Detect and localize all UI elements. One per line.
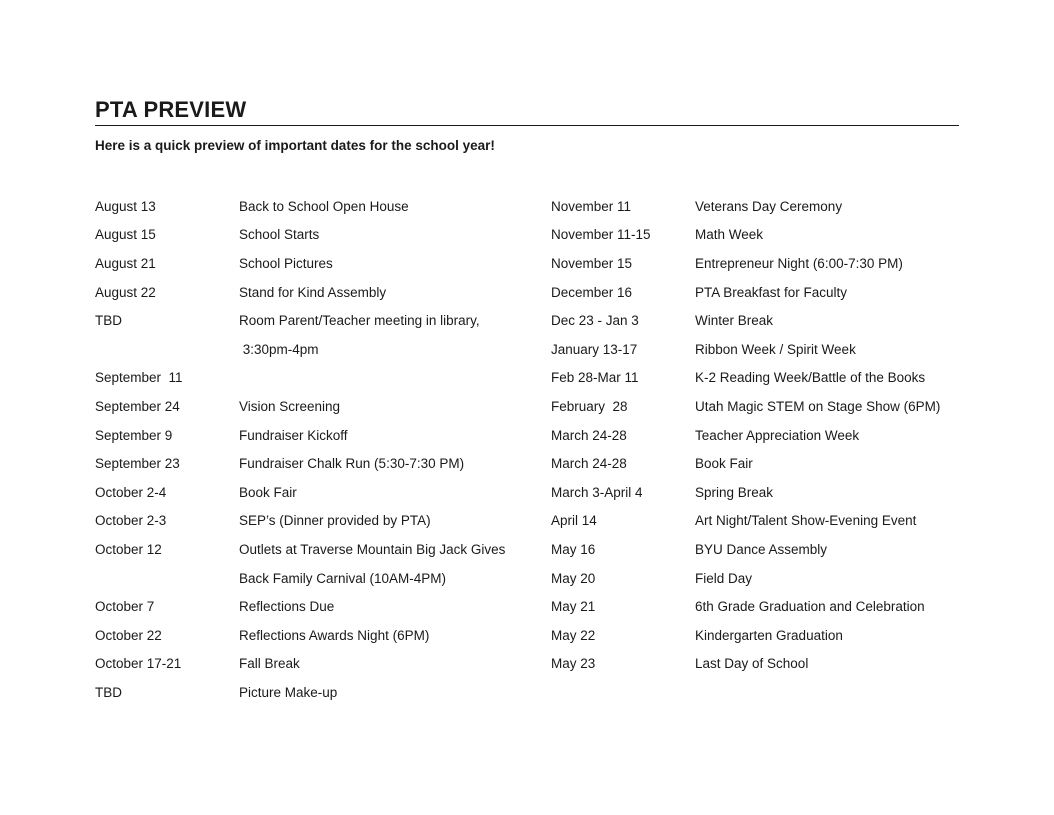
date-row <box>551 306 959 335</box>
date-row <box>95 392 535 421</box>
date-row <box>95 507 535 536</box>
date-row <box>551 621 959 650</box>
date-row <box>95 564 535 593</box>
event-date: May 20 <box>551 570 596 586</box>
event-description: School Pictures <box>239 255 333 271</box>
event-date: October 2-3 <box>95 513 167 529</box>
event-date: March 24-28 <box>551 456 627 472</box>
event-date: October 12 <box>95 541 162 557</box>
event-date: November 11 <box>551 198 632 214</box>
left-date-column <box>95 192 535 707</box>
event-description: Room Parent/Teacher meeting in library, <box>239 313 480 329</box>
event-date: April 14 <box>551 513 597 529</box>
event-date: TBD <box>95 313 122 329</box>
date-row <box>95 335 535 364</box>
date-row <box>551 564 959 593</box>
event-description: Last Day of School <box>695 656 809 672</box>
event-date: November 15 <box>551 255 633 271</box>
date-row <box>551 478 959 507</box>
event-description: Book Fair <box>695 456 753 472</box>
event-description: Back Family Carnival (10AM-4PM) <box>239 570 447 586</box>
event-date: August 13 <box>95 198 156 214</box>
date-row <box>95 278 535 307</box>
event-description: Spring Break <box>695 484 774 500</box>
date-row <box>551 192 959 221</box>
event-description: Book Fair <box>239 484 297 500</box>
date-row <box>95 621 535 650</box>
event-description: SEP’s (Dinner provided by PTA) <box>239 513 431 529</box>
event-description: Field Day <box>695 570 753 586</box>
date-row <box>95 306 535 335</box>
event-description: Picture Make-up <box>239 684 338 700</box>
date-row <box>95 249 535 278</box>
event-description: Art Night/Talent Show-Evening Event <box>695 513 917 529</box>
date-row <box>551 249 959 278</box>
date-row <box>95 535 535 564</box>
date-row <box>95 678 535 707</box>
event-description: Fundraiser Chalk Run (5:30-7:30 PM) <box>239 456 465 472</box>
event-description: Reflections Due <box>239 599 335 615</box>
right-date-column <box>551 192 959 678</box>
date-row <box>95 478 535 507</box>
event-date: October 22 <box>95 627 162 643</box>
event-description: Teacher Appreciation Week <box>695 427 860 443</box>
event-date: Dec 23 - Jan 3 <box>551 313 639 329</box>
date-row <box>551 449 959 478</box>
event-description: PTA Breakfast for Faculty <box>695 284 848 300</box>
event-date: August 22 <box>95 284 156 300</box>
date-row <box>551 535 959 564</box>
event-date: August 15 <box>95 227 156 243</box>
event-date: March 3-April 4 <box>551 484 643 500</box>
event-description: School Starts <box>239 227 320 243</box>
event-date: September 9 <box>95 427 173 443</box>
event-description: Stand for Kind Assembly <box>239 284 387 300</box>
date-row <box>95 221 535 250</box>
date-row <box>551 221 959 250</box>
event-date: September 24 <box>95 398 180 414</box>
date-row <box>551 392 959 421</box>
event-date: May 21 <box>551 599 596 615</box>
date-row <box>551 278 959 307</box>
event-date: January 13-17 <box>551 341 638 357</box>
event-date: November 11-15 <box>551 227 651 243</box>
event-description: Entrepreneur Night (6:00-7:30 PM) <box>695 255 903 271</box>
document-page <box>95 96 959 700</box>
event-date: Feb 28-Mar 11 <box>551 370 639 386</box>
date-row <box>551 335 959 364</box>
event-description: Outlets at Traverse Mountain Big Jack Gives <box>239 541 506 557</box>
event-date: August 21 <box>95 255 156 271</box>
date-row <box>95 449 535 478</box>
date-row <box>551 507 959 536</box>
date-row <box>95 364 535 393</box>
date-row <box>551 421 959 450</box>
date-row <box>95 421 535 450</box>
event-description: Winter Break <box>695 313 774 329</box>
page-title: PTA PREVIEW <box>95 96 959 126</box>
event-description: K-2 Reading Week/Battle of the Books <box>695 370 926 386</box>
event-date: October 2-4 <box>95 484 167 500</box>
event-date: September 11 <box>95 370 183 386</box>
event-description: Fundraiser Kickoff <box>239 427 348 443</box>
event-description: Ribbon Week / Spirit Week <box>695 341 856 357</box>
date-row <box>95 592 535 621</box>
event-date: May 16 <box>551 541 596 557</box>
event-date: September 23 <box>95 456 180 472</box>
event-description: 3:30pm-4pm <box>239 341 319 357</box>
event-description: Reflections Awards Night (6PM) <box>239 627 430 643</box>
event-date: TBD <box>95 684 122 700</box>
event-date: May 23 <box>551 656 596 672</box>
event-date: May 22 <box>551 627 596 643</box>
date-row <box>95 192 535 221</box>
event-description: Veterans Day Ceremony <box>695 198 843 214</box>
event-description: Utah Magic STEM on Stage Show (6PM) <box>695 398 941 414</box>
date-row <box>551 364 959 393</box>
date-row <box>551 650 959 679</box>
event-description: Math Week <box>695 227 764 243</box>
date-row <box>551 592 959 621</box>
event-description: Vision Screening <box>239 398 341 414</box>
event-date: December 16 <box>551 284 633 300</box>
event-date: October 17-21 <box>95 656 182 672</box>
event-description: 6th Grade Graduation and Celebration <box>695 599 925 615</box>
event-description: Back to School Open House <box>239 198 409 214</box>
intro-text: Here is a quick preview of important dates for the school year! <box>95 138 495 153</box>
event-date: October 7 <box>95 599 155 615</box>
event-description: BYU Dance Assembly <box>695 541 828 557</box>
event-description: Fall Break <box>239 656 300 672</box>
event-date: February 28 <box>551 398 628 414</box>
event-date: March 24-28 <box>551 427 627 443</box>
event-description: Kindergarten Graduation <box>695 627 843 643</box>
date-row <box>95 650 535 679</box>
